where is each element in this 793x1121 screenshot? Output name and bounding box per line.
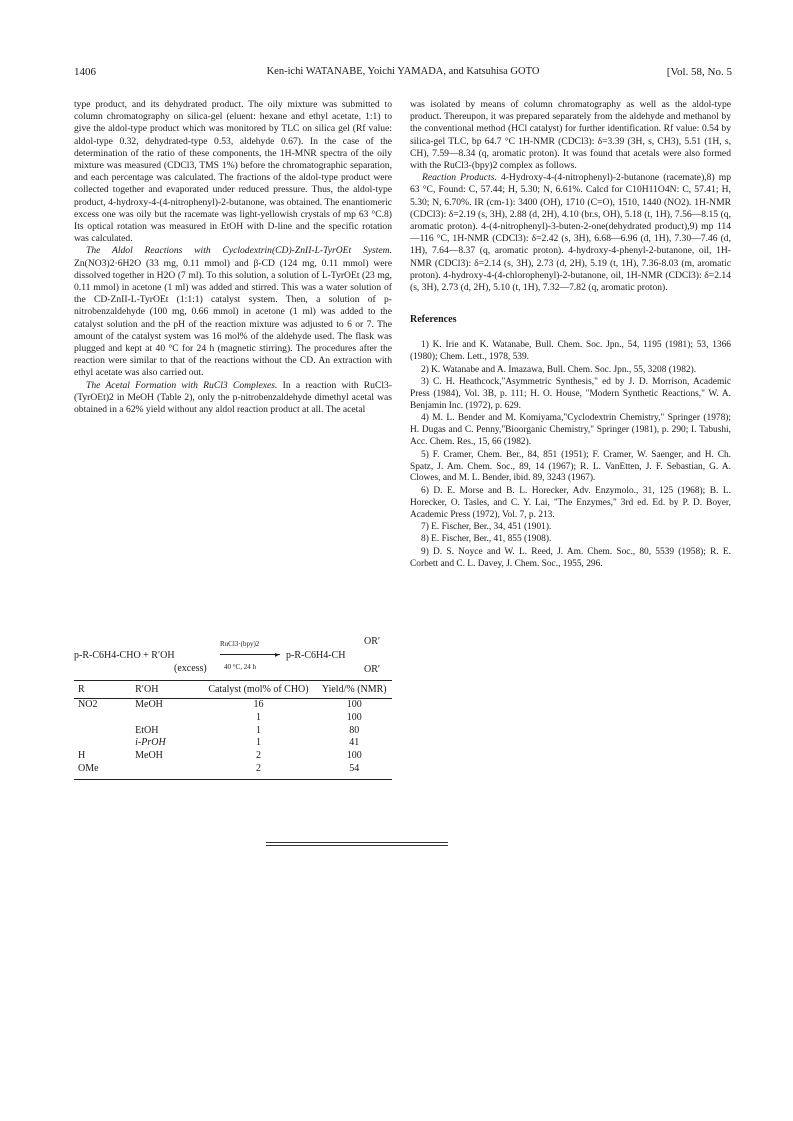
scheme-conditions: 40 °C, 24 h — [224, 663, 256, 671]
reference-item: 6) D. E. Morse and B. L. Horecker, Adv. Enzymolo., 31, 125 (1968); B. L. Horecker, O. Tasles, and C. Y. Lai, "The Enzymes," 3rd ed. Ed. by P. D. Boyer, Academic Press (1972), Vol. 7, p. 213. — [410, 485, 731, 520]
aldol-section-text: Zn(NO3)2·6H2O (33 mg, 0.11 mmol) and β-CD (124 mg, 0.11 mmol) were dissolved together in H2O (7 ml). To this solution, a solution of L-TyrOEt (23 mg, 0.11 mmol) in acetone (1 ml) was added and stirred. This was a water solution of the CD-ZnII-L-TyrOEt (1:1:1) catalyst system. Then, a solution of p-nitrobenzaldehyde (100 mg, 0.66 mmol) in acetone (1 ml) was added to the catalyst solution and the pH of the reaction mixture was adjusted to 6 or 7. The amount of the catalyst system was 16 mol% of the aldehyde used. The flask was plugged and kept at 40 °C for 24 h (magnetic stirring). The procedures after the reaction were similar to that of the reactions without the CD. An extraction with ethyl acetate was also carried out. — [74, 257, 392, 379]
table-cell: 1 — [255, 737, 261, 749]
col-header-r: R — [74, 681, 133, 699]
paragraph: was isolated by means of column chromatography as well as the aldol-type product. Thereupon, it was prepared separately from the aldehyde and methanol by the conventional method (HCl catalyst) for further identification. Rf value: 0.54 by silica-gel TLC, bp 64.7 °C 1H-NMR (CDCl3): δ=3.39 (3H, s, CH3), 5.51 (1H, s, CH), 7.59—8.34 (q, aromatic proton). It was found that acetals were also formed with the RuCl3-(bpy)2 complex as follows. — [410, 99, 731, 172]
paragraph: type product, and its dehydrated product. The oily mixture was submitted to column chromatography on silica-gel (eluent: hexane and ethyl acetate, 1:1) to give the aldol-type product which was monitored by TLC on silica gel (Rf value: aldol-type 0.32, dehydrated-type 0.53, aldehyde 0.67). In the case of the determination of the ratio of these components, the 1H-MNR spectra of the oily mixture was measured (CDCl3, TMS 1%) before the chromatographic separation, and each percentage was calculated. The fractions of the aldol-type product were collected together and evaporated under reduced pressure. Thus, the aldol-type product, 4-hydroxy-4-(4-nitrophenyl)-2-butanone, was obtained. The enantiomeric excess one was oily but the racemate was light-yellowish crystals of mp 63 °C.8) Its optical rotation was measured in EtOH with D-line and the specific rotation was calculated. — [74, 99, 392, 245]
table-row — [74, 763, 392, 779]
table-row — [74, 750, 392, 763]
table-cell: 2 — [255, 750, 261, 762]
table-cell — [74, 712, 133, 725]
col-header-yield: Yield/% (NMR) — [317, 681, 392, 699]
reference-item: 1) K. Irie and K. Watanabe, Bull. Chem. Soc. Jpn., 54, 1195 (1981); 53, 1366 (1980); Chem. Lett., 1978, 539. — [410, 340, 731, 363]
end-rule — [266, 842, 448, 843]
references-heading: References — [410, 314, 457, 326]
products-section-text: 4-Hydroxy-4-(4-nitrophenyl)-2-butanone (racemate),8) mp 63 °C, Found: C, 57.44; H, 5.30; N, 6.61%. Calcd for C10H11O4N: C, 57.41; H, 5.30; N, 6.70%. IR (cm-1): 3400 (OH), 1710 (C=O), 1510, 1440 (NO2). 1H-NMR (CDCl3): δ=2.19 (s, 3H), 2.88 (d, 2H), 4.10 (br.s, OH), 5.18 (t, 1H), 7.56—8.15 (q, aromatic proton). 4-(4-nitrophenyl)-3-buten-2-one(dehydrated product),9) mp 114—116 °C, 1H-NMR (CDCl3): δ=2.42 (s, 3H), 6.68—6.96 (d, 1H), 7.30—7.46 (d, 1H), 7.64—8.37 (q, aromatic proton). 4-hydroxy-4-phenyl-2-butanone, oil, 1H-NMR (CDCl3): δ=2.14 (s, 3H), 2.73 (d, 2H), 5.19 (t, 1H), 7.36-8.03 (m, aromatic proton). 4-hydroxy-4-(4-chlorophenyl)-2-butanone, oil, 1H-NMR (CDCl3): δ=2.14 (s, 3H), 2.73 (d, 2H), 5.10 (t, 1H), 7.32—7.82 (q, aromatic proton). — [410, 172, 731, 294]
table-cell: 100 — [346, 699, 362, 710]
page-header — [74, 66, 732, 82]
table-header-row — [74, 681, 392, 699]
reference-item: 5) F. Cramer, Chem. Ber., 84, 851 (1951); F. Cramer, W. Saenger, and H. Ch. Spatz, J. Am. Chem. Soc., 89, 14 (1967); R. L. VanEtten, J. F. Sebastian, G. A. Clowes, and M. L. Bender, ibid. 89, 3243 (1967). — [410, 449, 731, 484]
scheme-excess: (excess) — [174, 663, 207, 674]
table-cell: H — [78, 750, 86, 762]
table-cell: EtOH — [135, 724, 159, 736]
volume-info: [Vol. 58, No. 5 — [666, 66, 732, 78]
table-cell: 100 — [346, 750, 362, 762]
table-cell: 80 — [349, 724, 360, 736]
scheme-or-bottom: OR′ — [364, 664, 381, 675]
table-cell: OMe — [74, 763, 133, 779]
page-number: 1406 — [74, 66, 96, 78]
reference-item: 7) E. Fischer, Ber., 34, 451 (1901). — [421, 522, 552, 533]
table-cell: 54 — [317, 763, 392, 779]
arrow-head-icon: ▸ — [275, 650, 280, 659]
right-column — [410, 99, 731, 571]
aldol-paragraph — [74, 245, 392, 379]
aldol-section-title: The Aldol Reactions with Cyclodextrin(CD)-ZnII-L-TyrOEt System. — [86, 245, 392, 257]
end-rule — [266, 845, 448, 846]
table-cell: MeOH — [135, 699, 163, 710]
col-header-catalyst: Catalyst (mol% of CHO) — [200, 681, 316, 699]
table-row — [74, 712, 392, 725]
products-section-title: Reaction Products. — [422, 172, 497, 184]
scheme-reactant: p-R-C6H4-CHO + R′OH — [74, 650, 175, 661]
table-cell: NO2 — [78, 699, 98, 710]
reference-item: 2) K. Watanabe and A. Imazawa, Bull. Chem. Soc. Jpn., 55, 3208 (1982). — [421, 364, 697, 375]
table-cell — [74, 737, 133, 750]
running-authors: Ken-ichi WATANABE, Yoichi YAMADA, and Katsuhisa GOTO — [266, 66, 540, 77]
reference-item: 9) D. S. Noyce and W. L. Reed, J. Am. Chem. Soc., 80, 5539 (1958); R. E. Corbett and C. L. Davey, J. Chem. Soc., 1955, 296. — [410, 546, 731, 569]
yield-table — [74, 680, 392, 780]
table-cell — [74, 725, 133, 738]
table-cell — [133, 712, 200, 725]
reference-item: 8) E. Fischer, Ber., 41, 855 (1908). — [421, 534, 552, 545]
table-cell: i-PrOH — [135, 737, 166, 749]
col-header-roh: R′OH — [133, 681, 200, 699]
scheme-or-top: OR′ — [364, 636, 381, 647]
table-row — [74, 699, 392, 712]
acetal-section-title: The Acetal Formation with RuCl3 Complexes. — [86, 379, 278, 391]
table-row — [74, 725, 392, 738]
reference-item: 3) C. H. Heathcock,"Asymmetric Synthesis," ed by J. D. Morrison, Academic Press (1984), Vol. 3B, p. 111; H. O. House, "Modern Synthetic Reactions," W. A. Benjamin Inc. (1972), p. 629. — [410, 377, 731, 411]
reaction-scheme — [74, 630, 392, 680]
reference-item: 4) M. L. Bender and M. Komiyama,"Cyclodextrin Chemistry," Springer (1978); H. Dugas and C. Penny,"Bioorganic Chemistry," Springer (1981), p. 290; I. Tabushi, Acc. Chem. Res., 15, 66 (1982). — [410, 413, 731, 448]
scheme-product: p-R-C6H4-CH — [286, 650, 346, 661]
table-cell: 1 — [255, 724, 261, 736]
products-paragraph — [410, 172, 731, 294]
table-cell: 2 — [200, 763, 316, 779]
table-cell: 41 — [349, 737, 360, 749]
table-cell: 100 — [346, 711, 362, 723]
table-cell: 1 — [255, 711, 261, 723]
references-list — [410, 340, 731, 570]
scheme-reagent: RuCl3·(bpy)2 — [220, 640, 260, 648]
acetal-paragraph — [74, 380, 392, 417]
table-cell — [133, 763, 200, 779]
left-column — [74, 99, 392, 416]
table-row — [74, 737, 392, 750]
acetal-section-text: In a reaction with RuCl3-(TyrOEt)2 in MeOH (Table 2), only the p-nitrobenzaldehyde dimethyl acetal was obtained in a 62% yield without any aldol reaction product at all. The acetal — [74, 379, 393, 416]
table-cell: MeOH — [135, 750, 163, 762]
scheme-arrow — [220, 654, 280, 655]
table-cell: 16 — [253, 699, 264, 710]
